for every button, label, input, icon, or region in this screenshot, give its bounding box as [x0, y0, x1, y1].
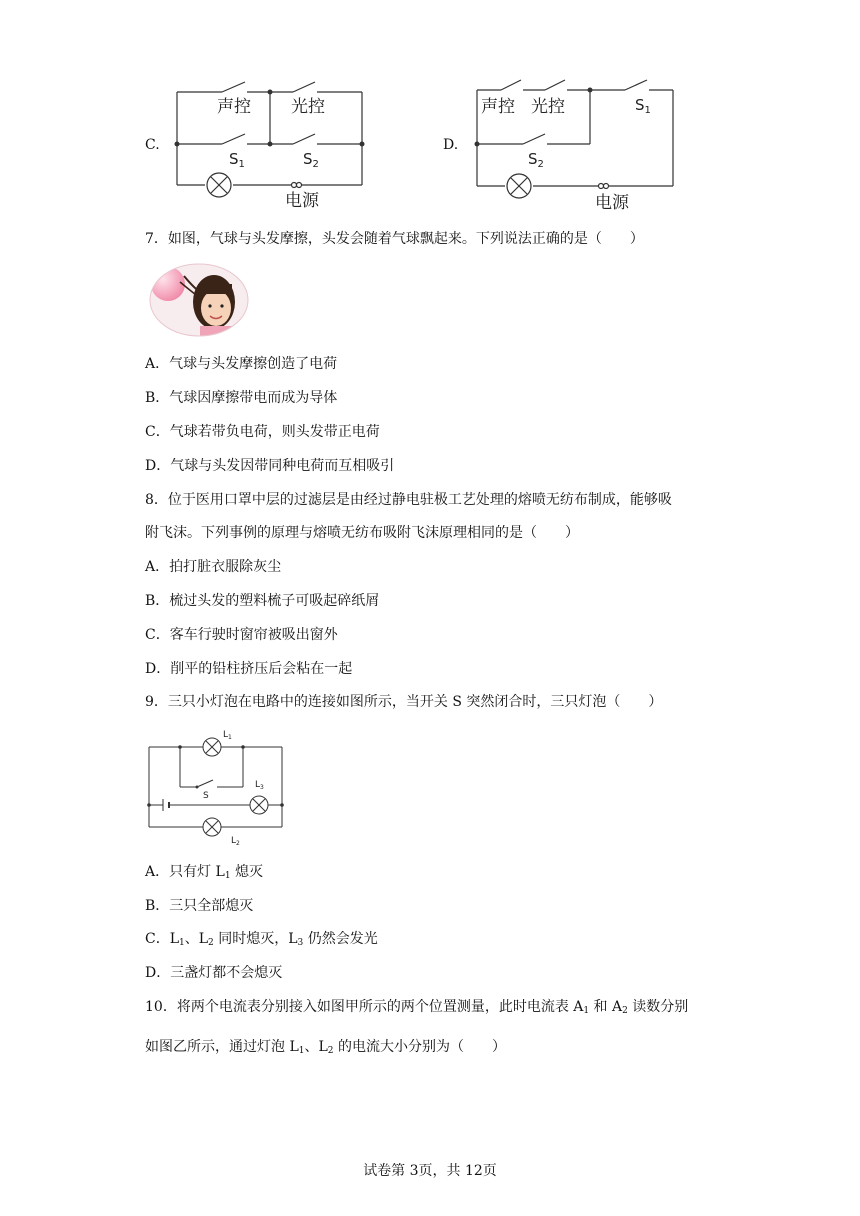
label-sound-control: 声控 — [217, 97, 251, 117]
label-switch-s2: $S_2$ — [528, 150, 544, 170]
q8-stem-line2: 附飞沫。下列事例的原理与熔喷无纺布吸附飞沫原理相同的是（ ） — [145, 525, 579, 541]
q8-stem-line1: 8．位于医用口罩中层的过滤层是由经过静电驻极工艺处理的熔喷无纺布制成，能够吸 — [145, 492, 672, 508]
label-lamp-l2: $L_2$ — [231, 836, 240, 845]
q8-option-b: B．梳过头发的塑料梳子可吸起碎纸屑 — [145, 593, 380, 609]
q8-option-c: C．客车行驶时窗帘被吸出窗外 — [145, 627, 338, 643]
q9-option-a: A．只有灯 $L_1$ 熄灭 — [145, 864, 264, 881]
q6-circuit-c — [165, 80, 370, 210]
label-switch-s1: $S_1$ — [635, 96, 651, 116]
q9-option-b: B．三只全部熄灭 — [145, 898, 254, 914]
q8-option-a: A．拍打脏衣服除灰尘 — [145, 559, 282, 575]
balloon-girl-photo — [148, 262, 250, 338]
label-sound-control: 声控 — [481, 97, 515, 117]
q7-stem: 7．如图，气球与头发摩擦，头发会随着气球飘起来。下列说法正确的是（ ） — [145, 231, 644, 247]
label-light-control: 光控 — [531, 97, 565, 117]
q9-option-c: C．$L_1$、$L_2$ 同时熄灭，$L_3$ 仍然会发光 — [145, 931, 378, 948]
q9-stem: 9．三只小灯泡在电路中的连接如图所示，当开关 S 突然闭合时，三只灯泡（ ） — [145, 694, 663, 710]
q6-option-c-label: C. — [145, 137, 160, 153]
label-switch-s2: $S_2$ — [303, 150, 319, 170]
q10-stem-line1: 10．将两个电流表分别接入如图甲所示的两个位置测量，此时电流表 $A_1$ 和 $A_2$ 读数分别 — [145, 999, 689, 1016]
q7-option-b: B．气球因摩擦带电而成为导体 — [145, 390, 338, 406]
q9-option-d: D．三盏灯都不会熄灭 — [145, 965, 283, 981]
q8-option-d: D．削平的铅柱挤压后会粘在一起 — [145, 661, 353, 677]
label-power-source: 电源 — [285, 191, 319, 210]
q6-circuit-d — [465, 78, 680, 213]
q7-option-d: D．气球与头发因带同种电荷而互相吸引 — [145, 458, 395, 474]
q9-circuit-figure — [145, 725, 290, 845]
q10-stem-line2: 如图乙所示，通过灯泡 $L_1$、$L_2$ 的电流大小分别为（ ） — [145, 1039, 506, 1056]
q7-option-a: A．气球与头发摩擦创造了电荷 — [145, 356, 338, 372]
label-power-source: 电源 — [595, 193, 629, 213]
label-lamp-l1: $L_1$ — [223, 730, 232, 741]
label-switch-s: S — [203, 791, 209, 801]
label-light-control: 光控 — [291, 97, 325, 117]
q7-option-c: C．气球若带负电荷，则头发带正电荷 — [145, 424, 380, 440]
label-switch-s1: $S_1$ — [229, 150, 245, 170]
q6-option-d-label: D. — [443, 137, 459, 153]
page-footer: 试卷第 3页，共 12页 — [363, 1163, 497, 1179]
label-lamp-l3: $L_3$ — [255, 780, 264, 791]
